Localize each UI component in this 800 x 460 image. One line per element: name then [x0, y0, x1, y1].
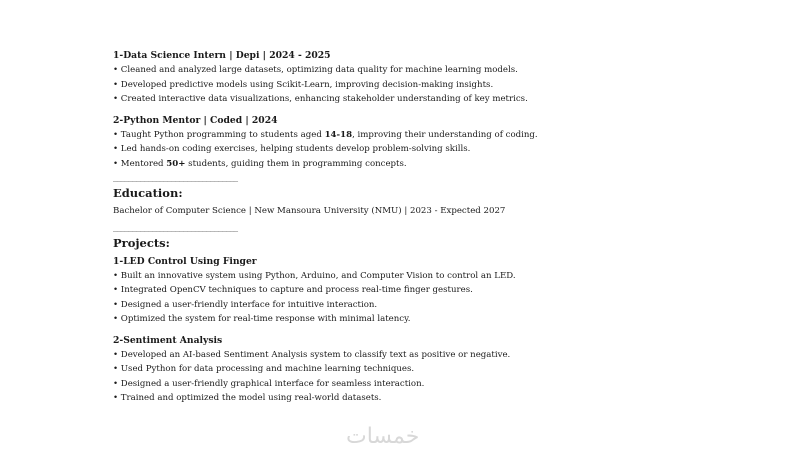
job-title-data-science-intern: 1-Data Science Intern | Depi | 2024 - 2025	[113, 50, 331, 61]
section-heading-education: Education:	[113, 186, 183, 200]
bullet-item: • Mentored 50+ students, guiding them in programming concepts.	[113, 158, 407, 169]
bullet-item: • Developed an AI-based Sentiment Analysis system to classify text as positive or negative.	[113, 349, 511, 360]
bullet-item: • Optimized the system for real-time response with minimal latency.	[113, 314, 411, 324]
bullet-item: • Built an innovative system using Python, Arduino, and Computer Vision to control an LED.	[113, 270, 516, 281]
section-heading-projects: Projects:	[113, 235, 170, 250]
bullet-item: • Integrated OpenCV techniques to capture and process real-time finger gestures.	[113, 285, 473, 295]
divider-rule: ________________________________	[113, 222, 238, 233]
project-title-led-control: 1-LED Control Using Finger	[113, 255, 257, 267]
bullet-item: • Developed predictive models using Scikit-Learn, improving decision-making insights.	[113, 79, 494, 90]
project-title-sentiment-analysis: 2-Sentiment Analysis	[113, 334, 223, 346]
bullet-item: • Used Python for data processing and machine learning techniques.	[113, 364, 415, 374]
bullet-item: • Taught Python programming to students aged 14-18, improving their understanding of coding.	[113, 129, 538, 140]
bullet-item: • Trained and optimized the model using real-world datasets.	[113, 393, 382, 403]
resume-page	[113, 50, 683, 408]
bullet-item: • Led hands-on coding exercises, helping students develop problem-solving skills.	[113, 144, 471, 154]
bullet-item: • Created interactive data visualizations, enhancing stakeholder understanding of key metrics.	[113, 94, 528, 104]
bullet-item: • Designed a user-friendly graphical interface for seamless interaction.	[113, 378, 425, 389]
education-line: Bachelor of Computer Science | New Mansoura University (NMU) | 2023 - Expected 2027	[113, 206, 506, 216]
bullet-item: • Designed a user-friendly interface for intuitive interaction.	[113, 299, 378, 310]
job-title-python-mentor: 2-Python Mentor | Coded | 2024	[113, 114, 278, 126]
watermark-logo: خمسات	[346, 424, 420, 449]
bullet-item: • Cleaned and analyzed large datasets, optimizing data quality for machine learning models.	[113, 65, 518, 75]
divider-rule: ________________________________	[113, 173, 238, 183]
